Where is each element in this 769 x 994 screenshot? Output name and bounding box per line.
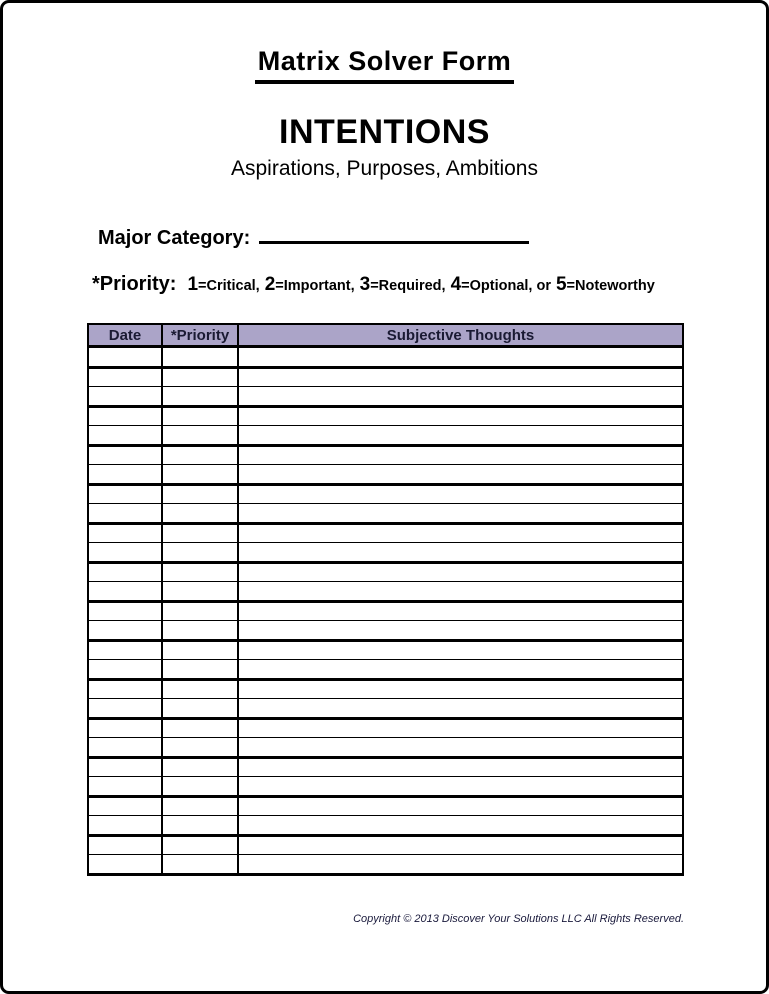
cell-priority[interactable] — [162, 855, 238, 875]
priority-number: 4 — [450, 274, 462, 295]
cell-date[interactable] — [88, 796, 162, 816]
table-row — [88, 484, 683, 504]
priority-legend — [92, 273, 766, 296]
cell-date[interactable] — [88, 679, 162, 699]
cell-subjective-thoughts[interactable] — [238, 699, 683, 719]
cell-subjective-thoughts[interactable] — [238, 640, 683, 660]
entries-table — [87, 323, 684, 876]
cell-subjective-thoughts[interactable] — [238, 738, 683, 758]
priority-item — [187, 274, 260, 295]
table-row — [88, 855, 683, 875]
cell-subjective-thoughts[interactable] — [238, 835, 683, 855]
priority-number: 5 — [555, 274, 567, 295]
table-row — [88, 679, 683, 699]
cell-priority[interactable] — [162, 465, 238, 485]
column-header-subjective-thoughts: Subjective Thoughts — [238, 324, 683, 347]
table-row — [88, 543, 683, 563]
table-row — [88, 465, 683, 485]
cell-priority[interactable] — [162, 660, 238, 680]
cell-subjective-thoughts[interactable] — [238, 796, 683, 816]
cell-priority[interactable] — [162, 738, 238, 758]
priority-item — [264, 274, 355, 295]
priority-item — [555, 274, 655, 295]
cell-priority[interactable] — [162, 347, 238, 368]
cell-date[interactable] — [88, 426, 162, 446]
table-row — [88, 582, 683, 602]
cell-priority[interactable] — [162, 777, 238, 797]
cell-priority[interactable] — [162, 523, 238, 543]
cell-priority[interactable] — [162, 387, 238, 407]
cell-subjective-thoughts[interactable] — [238, 621, 683, 641]
cell-date[interactable] — [88, 738, 162, 758]
cell-subjective-thoughts[interactable] — [238, 601, 683, 621]
cell-priority[interactable] — [162, 367, 238, 387]
cell-priority[interactable] — [162, 504, 238, 524]
table-row — [88, 601, 683, 621]
table-row — [88, 367, 683, 387]
cell-priority[interactable] — [162, 757, 238, 777]
section-title: INTENTIONS — [279, 113, 490, 151]
cell-date[interactable] — [88, 601, 162, 621]
cell-date[interactable] — [88, 347, 162, 368]
table-row — [88, 347, 683, 368]
cell-subjective-thoughts[interactable] — [238, 347, 683, 368]
cell-priority[interactable] — [162, 796, 238, 816]
cell-date[interactable] — [88, 699, 162, 719]
cell-priority[interactable] — [162, 406, 238, 426]
priority-description: =Required, — [370, 278, 446, 294]
cell-date[interactable] — [88, 406, 162, 426]
column-header-priority: *Priority — [162, 324, 238, 347]
table-row — [88, 738, 683, 758]
column-header-date: Date — [88, 324, 162, 347]
cell-date[interactable] — [88, 816, 162, 836]
cell-date[interactable] — [88, 660, 162, 680]
table-row — [88, 562, 683, 582]
major-category-input[interactable] — [259, 225, 529, 244]
cell-subjective-thoughts[interactable] — [238, 816, 683, 836]
major-category-label: Major Category: — [98, 227, 251, 249]
cell-date[interactable] — [88, 757, 162, 777]
cell-subjective-thoughts[interactable] — [238, 504, 683, 524]
table-row — [88, 777, 683, 797]
cell-subjective-thoughts[interactable] — [238, 777, 683, 797]
table-row — [88, 426, 683, 446]
table-row — [88, 796, 683, 816]
cell-date[interactable] — [88, 718, 162, 738]
priority-description: =Important, — [275, 278, 355, 294]
cell-priority[interactable] — [162, 484, 238, 504]
cell-subjective-thoughts[interactable] — [238, 562, 683, 582]
table-row — [88, 387, 683, 407]
section-subtitle: Aspirations, Purposes, Ambitions — [231, 157, 538, 180]
cell-date[interactable] — [88, 835, 162, 855]
cell-priority[interactable] — [162, 562, 238, 582]
cell-priority[interactable] — [162, 679, 238, 699]
table-row — [88, 406, 683, 426]
table-row — [88, 757, 683, 777]
cell-priority[interactable] — [162, 835, 238, 855]
priority-description: =Optional, or — [461, 278, 551, 294]
cell-date[interactable] — [88, 621, 162, 641]
cell-priority[interactable] — [162, 621, 238, 641]
cell-date[interactable] — [88, 445, 162, 465]
table-row — [88, 699, 683, 719]
cell-priority[interactable] — [162, 426, 238, 446]
cell-subjective-thoughts[interactable] — [238, 660, 683, 680]
cell-subjective-thoughts[interactable] — [238, 484, 683, 504]
table-row — [88, 660, 683, 680]
priority-legend-label: *Priority: — [92, 273, 177, 295]
cell-date[interactable] — [88, 465, 162, 485]
cell-priority[interactable] — [162, 640, 238, 660]
table-row — [88, 718, 683, 738]
table-row — [88, 621, 683, 641]
cell-subjective-thoughts[interactable] — [238, 718, 683, 738]
table-row — [88, 640, 683, 660]
cell-date[interactable] — [88, 855, 162, 875]
priority-number: 3 — [359, 274, 371, 295]
table-row — [88, 504, 683, 524]
cell-priority[interactable] — [162, 445, 238, 465]
cell-date[interactable] — [88, 484, 162, 504]
cell-subjective-thoughts[interactable] — [238, 523, 683, 543]
priority-description: =Noteworthy — [566, 278, 655, 294]
cell-subjective-thoughts[interactable] — [238, 367, 683, 387]
cell-subjective-thoughts[interactable] — [238, 757, 683, 777]
cell-subjective-thoughts[interactable] — [238, 855, 683, 875]
copyright-text: Copyright © 2013 Discover Your Solutions LLC All Rights Reserved. — [353, 912, 684, 925]
cell-priority[interactable] — [162, 543, 238, 563]
cell-priority[interactable] — [162, 718, 238, 738]
cell-date[interactable] — [88, 523, 162, 543]
table-row — [88, 445, 683, 465]
priority-number: 2 — [264, 274, 276, 295]
cell-priority[interactable] — [162, 601, 238, 621]
cell-date[interactable] — [88, 582, 162, 602]
cell-subjective-thoughts[interactable] — [238, 465, 683, 485]
cell-date[interactable] — [88, 504, 162, 524]
cell-subjective-thoughts[interactable] — [238, 543, 683, 563]
cell-priority[interactable] — [162, 582, 238, 602]
table-row — [88, 816, 683, 836]
cell-subjective-thoughts[interactable] — [238, 445, 683, 465]
cell-date[interactable] — [88, 543, 162, 563]
cell-priority[interactable] — [162, 816, 238, 836]
major-category-row — [98, 225, 766, 250]
cell-subjective-thoughts[interactable] — [238, 679, 683, 699]
priority-item — [359, 274, 446, 295]
cell-date[interactable] — [88, 640, 162, 660]
cell-date[interactable] — [88, 387, 162, 407]
table-row — [88, 523, 683, 543]
cell-date[interactable] — [88, 367, 162, 387]
priority-item — [450, 274, 551, 295]
cell-date[interactable] — [88, 562, 162, 582]
cell-subjective-thoughts[interactable] — [238, 406, 683, 426]
cell-subjective-thoughts[interactable] — [238, 426, 683, 446]
table-body — [88, 347, 683, 875]
form-title: Matrix Solver Form — [255, 46, 515, 84]
cell-subjective-thoughts[interactable] — [238, 582, 683, 602]
table-row — [88, 835, 683, 855]
cell-subjective-thoughts[interactable] — [238, 387, 683, 407]
priority-number: 1 — [187, 274, 199, 295]
cell-priority[interactable] — [162, 699, 238, 719]
priority-description: =Critical, — [198, 278, 260, 294]
table-header-row — [88, 324, 683, 347]
cell-date[interactable] — [88, 777, 162, 797]
